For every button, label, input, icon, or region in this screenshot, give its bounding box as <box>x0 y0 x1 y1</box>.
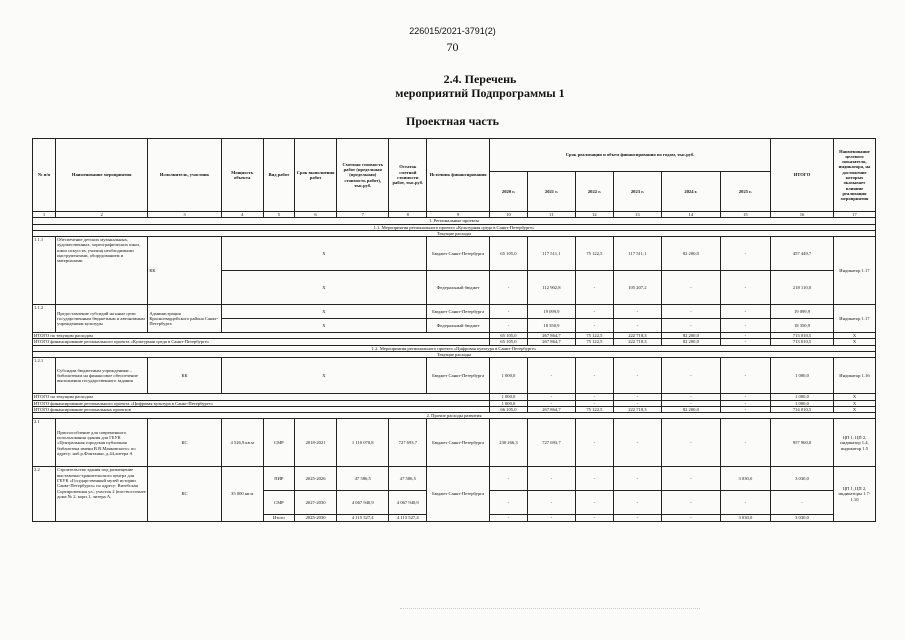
cell-value: 82 200,0 <box>662 406 721 412</box>
row-num: 1.1.2 <box>33 305 56 333</box>
row-num: 1.1.1 <box>33 237 56 305</box>
cell-value: - <box>720 358 770 394</box>
col-number: 16 <box>771 212 834 218</box>
cell-value: 82 200,0 <box>662 237 721 271</box>
page-number: 70 <box>446 40 459 54</box>
cell-x: Х <box>833 406 875 412</box>
total-label: ИТОГО финансирование региональных проектов <box>33 406 490 412</box>
header-estimate: Сметная стоимость работ (предельная (предельная) стоимость работ), тыс.руб. <box>337 139 389 212</box>
cell-value: 3 030,0 <box>720 467 770 491</box>
section-subtitle: мероприятий Подпрограммы 1 <box>395 86 565 100</box>
row-executor: Администрация Красногвардейского района Санкт-Петербурга <box>148 305 221 333</box>
cell-value: 230 266,3 <box>490 419 528 467</box>
row-work-type: СМР <box>263 491 294 515</box>
col-number: 7 <box>337 212 389 218</box>
row-executor: КК <box>148 237 221 305</box>
cell-x: Х <box>833 400 875 406</box>
scan-artifact-line <box>400 608 700 609</box>
cell-value: - <box>720 305 770 319</box>
row-estimate: 4 067 940,9 <box>337 491 389 515</box>
cell-value: 82 200,0 <box>662 333 721 339</box>
cell-value: 1 000,0 <box>490 400 528 406</box>
cell-value: - <box>490 271 528 305</box>
cell-value: 267 864,7 <box>527 406 575 412</box>
col-number: 2 <box>56 212 148 218</box>
cell-value: - <box>662 394 721 400</box>
col-number: 11 <box>527 212 575 218</box>
cell-value: - <box>662 305 721 319</box>
col-number: 10 <box>490 212 528 218</box>
header-executor: Исполнитель, участник <box>148 139 221 212</box>
cell-value: - <box>576 319 614 333</box>
cell-value: 75 122,5 <box>576 333 614 339</box>
section-label: 2. Прочие расходы развития <box>33 413 876 419</box>
row-source: Бюджет Санкт-Петербурга <box>427 305 490 319</box>
cell-value: - <box>662 358 721 394</box>
cell-total: 713 010,5 <box>771 339 834 345</box>
cell-value: 18 350,9 <box>527 319 575 333</box>
col-number: 4 <box>221 212 263 218</box>
row-x: Х <box>221 305 426 319</box>
cell-value: 117 511,1 <box>527 237 575 271</box>
cell-value: 75 122,5 <box>576 339 614 345</box>
cell-value: 222 718,3 <box>613 406 661 412</box>
cell-total: 1 000,0 <box>771 358 834 394</box>
cell-value: - <box>490 491 528 515</box>
row-name: Обеспечение детских музыкальных, художественных, хореографических школ, школ искусств, училищ необходимыми инструментами, оборудованием и материалами <box>56 237 148 305</box>
cell-value: - <box>613 515 661 521</box>
col-number: 5 <box>263 212 294 218</box>
cell-value: 75 122,5 <box>576 406 614 412</box>
cell-value: - <box>613 358 661 394</box>
row-indicator: Индикатор 1.16 <box>833 358 875 394</box>
section-label: 1.1. Мероприятия регионального проекта «Культурная среда в Санкт-Петербурге» <box>33 224 876 230</box>
cell-value: 82 200,0 <box>662 339 721 345</box>
cell-value: - <box>576 515 614 521</box>
header-year: 2020 г. <box>490 172 528 212</box>
table-row <box>33 358 876 394</box>
cell-value: - <box>662 491 721 515</box>
cell-total: 1 000,0 <box>771 394 834 400</box>
row-remaining: 47 586,5 <box>389 467 427 491</box>
cell-total: 457 449,7 <box>771 237 834 271</box>
col-number: 8 <box>389 212 427 218</box>
header-year: 2021 г. <box>527 172 575 212</box>
cell-value: 1 000,0 <box>490 358 528 394</box>
cell-value: 222 718,3 <box>613 333 661 339</box>
cell-value: - <box>527 394 575 400</box>
cell-value: - <box>576 467 614 491</box>
cell-value: 222 718,3 <box>613 339 661 345</box>
cell-value: - <box>576 394 614 400</box>
row-indicator: ЦП 1, ЦП 2, индикатор 1.4, индикатор 1.5 <box>833 419 875 467</box>
cell-value: 65 105,0 <box>490 237 528 271</box>
row-source: Бюджет Санкт-Петербурга <box>427 467 490 521</box>
cell-value: - <box>576 400 614 406</box>
row-remaining: 4 115 527,4 <box>389 515 427 521</box>
cell-total: 3 030,0 <box>771 515 834 521</box>
cell-value: - <box>720 237 770 271</box>
cell-total: 19 099,9 <box>771 305 834 319</box>
header-funding: Срок реализации и объем финансирования по годам, тыс.руб. <box>490 139 771 172</box>
cell-x: Х <box>833 333 875 339</box>
col-number: 12 <box>576 212 614 218</box>
row-source: Федеральный бюджет <box>427 319 490 333</box>
header-indicator: Наименование целевого показателя, индикатора, на достижение которых оказывает влияние реализация мероприятия <box>833 139 875 212</box>
row-capacity: 35 000 кв.м <box>221 467 263 521</box>
cell-total: 713 010,5 <box>771 333 834 339</box>
cell-value: 75 122,5 <box>576 237 614 271</box>
row-term: 2018-2021 <box>295 419 337 467</box>
activities-table <box>32 138 876 522</box>
cell-value: 19 099,9 <box>527 305 575 319</box>
cell-value: - <box>613 400 661 406</box>
row-estimate: 1 110 070,8 <box>337 419 389 467</box>
row-work-type: СМР <box>263 419 294 467</box>
row-num: 2.2 <box>33 467 56 521</box>
row-estimate: 4 115 527,4 <box>337 515 389 521</box>
cell-value: - <box>490 467 528 491</box>
cell-total: 714 010,5 <box>771 406 834 412</box>
header-work-type: Вид работ <box>263 139 294 212</box>
row-name: Строительство здания под размещение выставочно-хранительского центра для ГБУК «Государственный музей истории Санкт-Петербурга» по адресу: Витебская Сортировочная ул., участок 2 (юго-восточнее дома № 2, корп.1, литера А, <box>56 467 148 521</box>
cell-value: 65 105,0 <box>490 339 528 345</box>
row-indicator: Индикатор 1.17 <box>833 237 875 305</box>
cell-value: 105 207,2 <box>613 271 661 305</box>
cell-total: 218 110,0 <box>771 271 834 305</box>
cell-total: 18 350,9 <box>771 319 834 333</box>
col-number: 6 <box>295 212 337 218</box>
row-x: Х <box>221 271 426 305</box>
cell-value: - <box>613 419 661 467</box>
row-capacity: 4 526,9 кв.м <box>221 419 263 467</box>
col-number: 14 <box>662 212 721 218</box>
row-estimate: 47 586,5 <box>337 467 389 491</box>
col-number: 13 <box>613 212 661 218</box>
cell-value: - <box>720 491 770 515</box>
cell-value: - <box>527 358 575 394</box>
cell-value: - <box>720 333 770 339</box>
header-year: 2022 г. <box>576 172 614 212</box>
cell-value: 727 693,7 <box>527 419 575 467</box>
cell-value: - <box>662 271 721 305</box>
cell-x: Х <box>833 339 875 345</box>
header-remaining: Остаток сметной стоимости работ, тыс.руб. <box>389 139 427 212</box>
cell-value: - <box>490 319 528 333</box>
row-indicator: ЦП 1, ЦП 2, индикаторы 1.7-1.10 <box>833 467 875 521</box>
header-name: Наименование мероприятия <box>56 139 148 212</box>
cell-value: - <box>720 406 770 412</box>
cell-total: - <box>771 491 834 515</box>
row-num: 1.2.1 <box>33 358 56 394</box>
cell-total: 1 000,0 <box>771 400 834 406</box>
cell-value: - <box>613 305 661 319</box>
col-number: 15 <box>720 212 770 218</box>
cell-value: 1 000,0 <box>490 394 528 400</box>
header-capacity: Мощность объекта <box>221 139 263 212</box>
col-number: 9 <box>427 212 490 218</box>
cell-x: Х <box>833 394 875 400</box>
header-row <box>33 139 876 172</box>
cell-value: - <box>576 271 614 305</box>
cell-value: - <box>527 400 575 406</box>
row-remaining: 727 693,7 <box>389 419 427 467</box>
cell-value: - <box>576 358 614 394</box>
header-total: ИТОГО <box>771 139 834 212</box>
cell-value: - <box>576 305 614 319</box>
cell-value: - <box>720 400 770 406</box>
section-title: 2.4. Перечень <box>443 72 517 86</box>
row-work-type: Итого <box>263 515 294 521</box>
cell-value: - <box>662 515 721 521</box>
total-label: ИТОГО по текущим расходам <box>33 394 490 400</box>
header-term: Срок выполнения работ <box>295 139 337 212</box>
cell-value: - <box>613 319 661 333</box>
cell-value: - <box>527 491 575 515</box>
cell-value: 267 864,7 <box>527 339 575 345</box>
row-source: Бюджет Санкт-Петербурга <box>427 237 490 271</box>
cell-value: - <box>490 515 528 521</box>
cell-value: - <box>613 394 661 400</box>
section-label: Текущие расходы <box>33 351 876 357</box>
row-executor: КС <box>148 419 221 467</box>
col-number: 17 <box>833 212 875 218</box>
row-x: Х <box>221 237 426 271</box>
cell-value: 65 105,0 <box>490 333 528 339</box>
cell-value: - <box>720 271 770 305</box>
header-source: Источник финансирования <box>427 139 490 212</box>
table-row <box>33 419 876 467</box>
cell-value: - <box>613 491 661 515</box>
row-term: 2027-2030 <box>295 491 337 515</box>
row-name: Приспособление для современного использования здания для ГБУК «Центральная городская публичная библиотека имени В.В.Маяковского» по адресу: наб.р.Фонтанки, д.44,литера А <box>56 419 148 467</box>
row-source: Бюджет Санкт-Петербурга <box>427 419 490 467</box>
cell-total: 3 030,0 <box>771 467 834 491</box>
cell-value: - <box>662 467 721 491</box>
row-num: 2.1 <box>33 419 56 467</box>
row-source: Бюджет Санкт-Петербурга <box>427 358 490 394</box>
row-work-type: ПИР <box>263 467 294 491</box>
total-label: ИТОГО по текущим расходам <box>33 333 490 339</box>
cell-value: 66 105,0 <box>490 406 528 412</box>
row-source: Федеральный бюджет <box>427 271 490 305</box>
header-year: 2023 г. <box>613 172 661 212</box>
cell-value: - <box>720 394 770 400</box>
cell-value: - <box>527 467 575 491</box>
cell-value: - <box>490 305 528 319</box>
cell-value: - <box>662 419 721 467</box>
cell-value: 3 030,0 <box>720 515 770 521</box>
table-row <box>33 467 876 491</box>
header-num: № п/п <box>33 139 56 212</box>
row-name: Предоставление субсидий на иные цели государственным бюджетным и автономным учреждениям культуры <box>56 305 148 333</box>
section-label: Текущие расходы <box>33 230 876 236</box>
section-label: 1. Региональные проекты <box>33 218 876 224</box>
row-name: Субсидии бюджетным учреждениям – библиотекам на финансовое обеспечение выполнения государственного задания <box>56 358 148 394</box>
part-title: Проектная часть <box>406 114 499 128</box>
col-number: 3 <box>148 212 221 218</box>
row-x: Х <box>221 358 426 394</box>
cell-value: - <box>720 339 770 345</box>
cell-value: - <box>720 419 770 467</box>
cell-value: 117 511,1 <box>613 237 661 271</box>
cell-value: - <box>576 419 614 467</box>
table-row <box>33 237 876 271</box>
table-row <box>33 305 876 319</box>
cell-value: - <box>662 400 721 406</box>
row-term: 2025-2026 <box>295 467 337 491</box>
document-number: 226015/2021-3791(2) <box>409 26 496 36</box>
cell-value: - <box>613 467 661 491</box>
row-executor: КК <box>148 358 221 394</box>
cell-value: - <box>527 515 575 521</box>
col-number: 1 <box>33 212 56 218</box>
cell-value: - <box>720 319 770 333</box>
cell-value: - <box>576 491 614 515</box>
row-executor: КС <box>148 467 221 521</box>
section-label: 1.2. Мероприятия регионального проекта «Цифровая культура в Санкт-Петербурге» <box>33 345 876 351</box>
total-label: ИТОГО финансирование регионального проекта «Цифровая культура в Санкт-Петербурге» <box>33 400 490 406</box>
row-x: Х <box>221 319 426 333</box>
cell-total: 957 960,0 <box>771 419 834 467</box>
cell-value: - <box>662 319 721 333</box>
cell-value: 112 902,8 <box>527 271 575 305</box>
cell-value: 267 864,7 <box>527 333 575 339</box>
row-remaining: 4 067 940,9 <box>389 491 427 515</box>
row-indicator: Индикатор 1.17 <box>833 305 875 333</box>
row-term: 2025-2030 <box>295 515 337 521</box>
header-year: 2025 г. <box>720 172 770 212</box>
total-label: ИТОГО финансирование регионального проекта «Культурная среда в Санкт-Петербурге» <box>33 339 490 345</box>
header-year: 2024 г. <box>662 172 721 212</box>
